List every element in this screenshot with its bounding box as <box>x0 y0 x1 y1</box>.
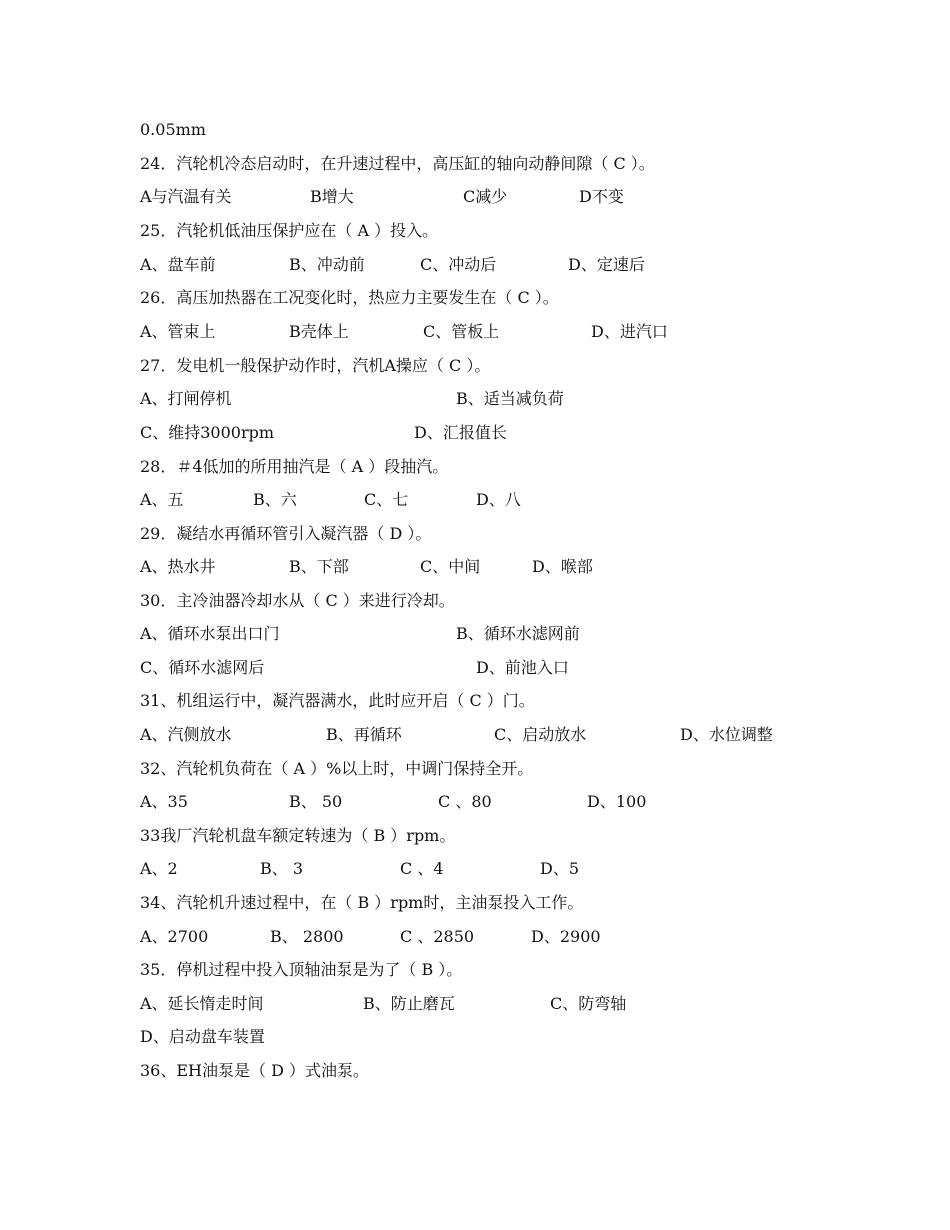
option-d: D、定速后 <box>568 255 645 274</box>
option-b: B、 3 <box>260 859 304 878</box>
option-b: B、冲动前 <box>289 255 365 274</box>
option-d: D、喉部 <box>532 557 593 576</box>
question-text: 25．汽轮机低油压保护应在（ A ）投入。 <box>140 221 439 240</box>
option-a: A、汽侧放水 <box>140 725 232 744</box>
question-text: 34、汽轮机升速过程中，在（ B ）rpm时，主油泵投入工作。 <box>140 893 584 912</box>
question-text: 35．停机过程中投入顶轴油泵是为了（ B ）。 <box>140 960 463 979</box>
option-a: A、盘车前 <box>140 255 216 274</box>
option-a: A、2700 <box>140 927 209 946</box>
option-b: B增大 <box>310 187 354 206</box>
question-28 <box>0 455 950 479</box>
option-c: C、管板上 <box>423 322 500 341</box>
options-34 <box>0 925 950 949</box>
options-33 <box>0 857 950 881</box>
options-27-cd <box>0 421 950 445</box>
options-25 <box>0 253 950 277</box>
option-a: A、循环水泵出口门 <box>140 624 280 643</box>
option-c: C 、80 <box>438 792 492 811</box>
option-a: A、打闸停机 <box>140 389 232 408</box>
options-31 <box>0 723 950 747</box>
options-26 <box>0 320 950 344</box>
question-text: 24．汽轮机冷态启动时，在升速过程中，高压缸的轴向动静间隙（ C ）。 <box>140 154 655 173</box>
option-b: B、循环水滤网前 <box>456 624 580 643</box>
option-a: A、35 <box>140 792 188 811</box>
option-c: C、维持3000rpm <box>140 423 275 442</box>
option-b: B、 2800 <box>270 927 344 946</box>
option-c: C、中间 <box>420 557 481 576</box>
option-c: C减少 <box>463 187 508 206</box>
option-d: D、汇报值长 <box>414 423 507 442</box>
options-29 <box>0 555 950 579</box>
option-c: C、冲动后 <box>420 255 497 274</box>
option-c: C、循环水滤网后 <box>140 658 265 677</box>
question-24 <box>0 152 950 176</box>
option-d: D、2900 <box>531 927 601 946</box>
question-32 <box>0 757 950 781</box>
options-30-cd <box>0 656 950 680</box>
text-line <box>0 118 950 142</box>
question-27 <box>0 354 950 378</box>
option-d: D不变 <box>579 187 624 206</box>
option-d: D、水位调整 <box>680 725 773 744</box>
question-text: 31、机组运行中，凝汽器满水，此时应开启（ C ）门。 <box>140 691 535 710</box>
question-33 <box>0 824 950 848</box>
question-text: 28．＃4低加的所用抽汽是（ A ）段抽汽。 <box>140 457 449 476</box>
question-text: 36、EH油泵是（ D ）式油泵。 <box>140 1061 369 1080</box>
options-35-d <box>0 1025 950 1049</box>
question-31 <box>0 689 950 713</box>
question-text: 29．凝结水再循环管引入凝汽器（ D ）。 <box>140 524 432 543</box>
option-a: A、管束上 <box>140 322 216 341</box>
option-d: D、100 <box>587 792 647 811</box>
question-26 <box>0 286 950 310</box>
option-d: D、进汽口 <box>591 322 668 341</box>
option-d: D、前池入口 <box>476 658 569 677</box>
question-30 <box>0 589 950 613</box>
question-text: 33我厂汽轮机盘车额定转速为（ B ）rpm。 <box>140 826 456 845</box>
question-29 <box>0 522 950 546</box>
options-32 <box>0 790 950 814</box>
option-c: C 、4 <box>400 859 444 878</box>
option-b: B、适当减负荷 <box>456 389 564 408</box>
options-30-ab <box>0 622 950 646</box>
line-text: 0.05mm <box>140 120 206 139</box>
question-text: 32、汽轮机负荷在（ A ）%以上时，中调门保持全开。 <box>140 759 534 778</box>
question-text: 27．发电机一般保护动作时，汽机A操应（ C ）。 <box>140 356 491 375</box>
option-b: B壳体上 <box>289 322 349 341</box>
option-a: A与汽温有关 <box>140 187 232 206</box>
option-b: B、再循环 <box>326 725 402 744</box>
option-d: D、启动盘车装置 <box>140 1027 265 1046</box>
question-text: 26．高压加热器在工况变化时，热应力主要发生在（ C ）。 <box>140 288 559 307</box>
option-b: B、 50 <box>289 792 343 811</box>
option-b: B、防止磨瓦 <box>363 994 455 1013</box>
question-34 <box>0 891 950 915</box>
option-b: B、下部 <box>289 557 349 576</box>
option-d: D、5 <box>540 859 580 878</box>
option-c: C、防弯轴 <box>550 994 627 1013</box>
options-27-ab <box>0 387 950 411</box>
option-d: D、八 <box>476 490 521 509</box>
options-24 <box>0 185 950 209</box>
option-a: A、2 <box>140 859 178 878</box>
options-28 <box>0 488 950 512</box>
option-a: A、五 <box>140 490 184 509</box>
question-35 <box>0 958 950 982</box>
question-25 <box>0 219 950 243</box>
option-a: A、热水井 <box>140 557 216 576</box>
option-b: B、六 <box>253 490 297 509</box>
option-a: A、延长惰走时间 <box>140 994 264 1013</box>
question-36 <box>0 1059 950 1083</box>
option-c: C、启动放水 <box>494 725 587 744</box>
options-35-abc <box>0 992 950 1016</box>
option-c: C 、2850 <box>400 927 475 946</box>
question-text: 30．主冷油器冷却水从（ C ）来进行冷却。 <box>140 591 455 610</box>
option-c: C、七 <box>364 490 409 509</box>
